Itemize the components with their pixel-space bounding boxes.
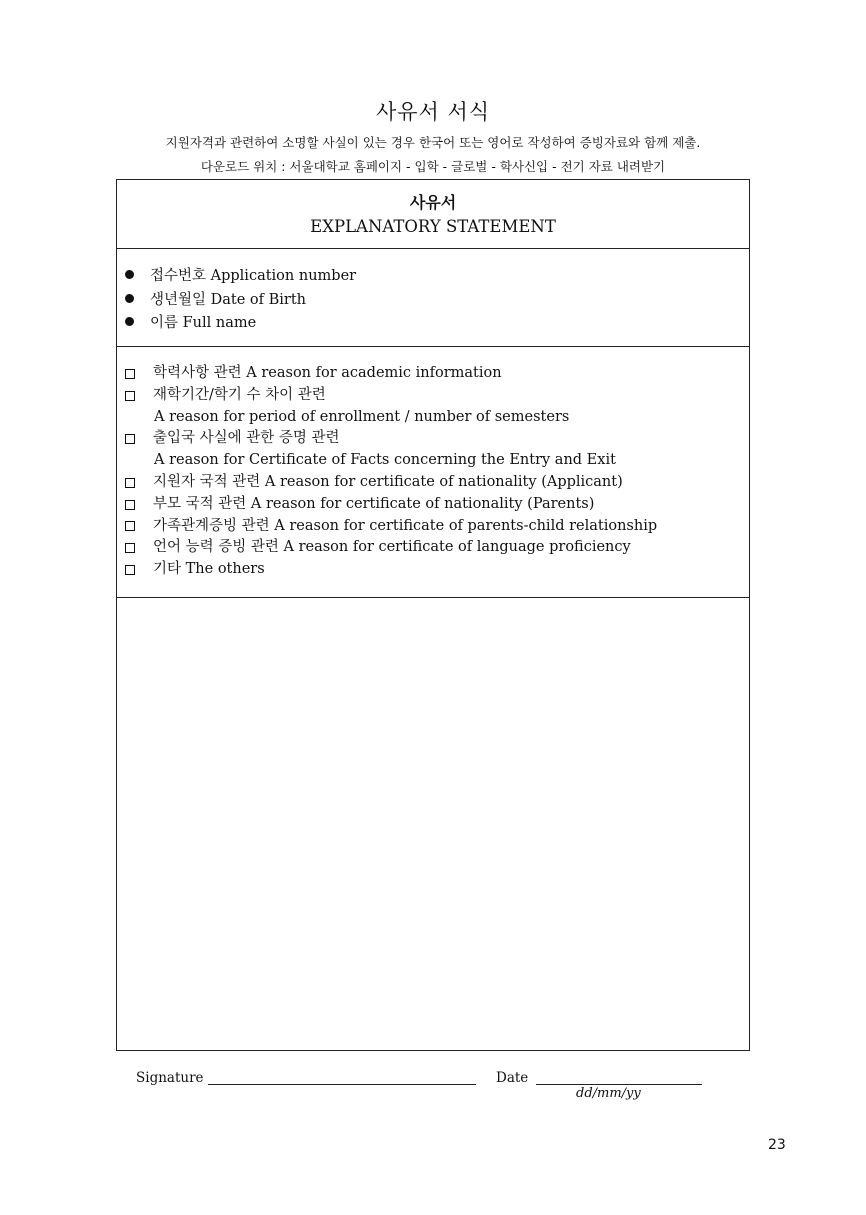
form-title-korean: 사유서 <box>409 193 457 212</box>
reason-label: 부모 국적 관련 A reason for certificate of nationality (Parents) <box>153 495 595 512</box>
date-field[interactable] <box>536 1066 702 1085</box>
info-label: 생년월일 Date of Birth <box>150 291 307 308</box>
form-header <box>117 180 749 249</box>
checkbox-icon[interactable] <box>125 369 135 379</box>
bullet-icon <box>125 294 134 303</box>
info-item-full-name[interactable] <box>125 310 749 334</box>
info-item-date-of-birth[interactable] <box>125 287 749 311</box>
bullet-icon <box>125 317 134 326</box>
reason-item-enrollment-period <box>125 385 749 429</box>
checkbox-icon[interactable] <box>125 565 135 575</box>
reason-item-language-proficiency <box>125 537 749 559</box>
reason-label: 기타 The others <box>153 561 265 578</box>
reason-label: 가족관계증빙 관련 A reason for certificate of parents-child relationship <box>153 517 658 534</box>
reason-sub-label: A reason for Certificate of Facts concerning the Entry and Exit <box>154 452 616 469</box>
reason-checklist-section <box>117 347 749 598</box>
page-number: 23 <box>768 1137 786 1153</box>
checkbox-icon[interactable] <box>125 543 135 553</box>
reason-label: 지원자 국적 관련 A reason for certificate of nationality (Applicant) <box>153 473 623 490</box>
checkbox-icon[interactable] <box>125 478 135 488</box>
form-title-english: EXPLANATORY STATEMENT <box>310 217 556 236</box>
checkbox-icon[interactable] <box>125 500 135 510</box>
info-item-application-number[interactable] <box>125 263 749 287</box>
checkbox-icon[interactable] <box>125 434 135 444</box>
reason-item-entry-exit <box>125 428 749 472</box>
info-label: 접수번호 Application number <box>150 268 357 285</box>
download-location-text: 다운로드 위치 : 서울대학교 홈페이지 - 입학 - 글로벌 - 학사신입 - 전기 자료 내려받기 <box>200 159 666 174</box>
reason-sub-label: A reason for period of enrollment / number of semesters <box>154 408 570 425</box>
signature-label: Signature <box>136 1070 204 1086</box>
applicant-info-section <box>117 249 749 347</box>
reason-item-nationality-parents <box>125 494 749 516</box>
info-label: 이름 Full name <box>150 315 257 332</box>
reason-label: 언어 능력 증빙 관련 A reason for certificate of language proficiency <box>153 539 631 556</box>
page-title: 사유서 서식 <box>375 100 491 124</box>
reason-item-others <box>125 559 749 581</box>
statement-form <box>116 179 750 1051</box>
date-label: Date <box>496 1070 529 1086</box>
bullet-icon <box>125 270 134 279</box>
reason-item-nationality-applicant <box>125 472 749 494</box>
reason-label: 재학기간/학기 수 차이 관련 <box>153 386 326 403</box>
signature-row <box>136 1066 756 1106</box>
reason-label: 출입국 사실에 관한 증명 관련 <box>153 430 340 447</box>
reason-item-academic <box>125 363 749 385</box>
statement-text-area[interactable] <box>117 598 749 1048</box>
date-format-hint: dd/mm/yy <box>576 1086 641 1101</box>
instruction-text: 지원자격과 관련하여 소명할 사실이 있는 경우 한국어 또는 영어로 작성하여 증빙자료와 함께 제출. <box>165 135 701 150</box>
reason-item-family-relationship <box>125 516 749 538</box>
reason-label: 학력사항 관련 A reason for academic information <box>153 365 502 381</box>
checkbox-icon[interactable] <box>125 391 135 401</box>
checkbox-icon[interactable] <box>125 521 135 531</box>
signature-field[interactable] <box>208 1066 476 1085</box>
